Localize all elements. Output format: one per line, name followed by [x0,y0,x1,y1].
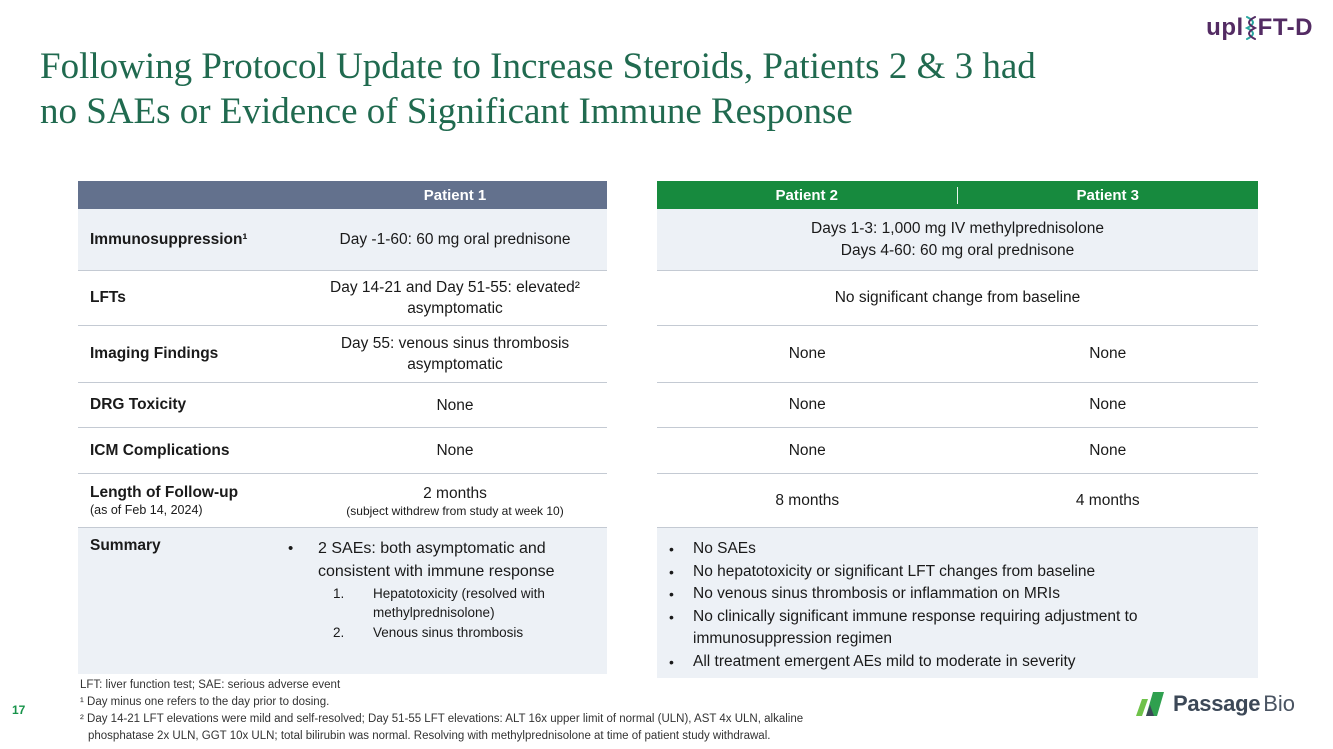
patient3-header-label: Patient 3 [1076,186,1140,204]
table-row-imaging-findings [657,325,1258,382]
bullet-icon: • [669,563,674,580]
bio-logo-text: Bio [1263,691,1295,716]
row-value-line: 2 months [423,484,487,502]
bullet-icon: • [669,586,674,602]
summary-numbered-item [278,585,607,622]
patient1-header-label: Patient 1 [423,186,487,204]
patient3-cell: None [1089,345,1127,362]
patients-2-3-table [657,181,1258,678]
bullet-icon: • [669,541,674,557]
row-value-line: asymptomatic [407,300,503,317]
table-row-icm-complications [657,427,1258,473]
passage-logo-text: Passage [1173,691,1261,716]
patient2-cell: 8 months [775,491,840,509]
summary-bullet-text: No venous sinus thrombosis or inflammation on MRIs [693,585,1060,602]
summary-bullet-text: No hepatotoxicity or significant LFT changes from baseline [693,562,1096,580]
table-row-drg-toxicity [657,382,1258,427]
summary-bullet [669,538,1258,561]
footnote-2-line1: ² Day 14-21 LFT elevations were mild and self-resolved; Day 51-55 LFT elevations: ALT 16x upper limit of normal (ULN), AST 4x ULN, alkaline [80,713,804,725]
summary-bullet [669,606,1258,651]
table-row-lfts [78,270,607,325]
row-label [78,484,303,518]
summary-content [278,537,607,643]
row-label: ICM Complications [90,441,230,459]
row-value-line: Days 1-3: 1,000 mg IV methylprednisolone [811,219,1104,237]
row-label: DRG Toxicity [90,396,187,413]
summary-bullet [669,651,1258,674]
row-label: Imaging Findings [90,345,219,362]
summary-bullet-text: No clinically significant immune response requiring adjustment to immunosuppression regimen [693,607,1138,647]
bullet-icon: • [288,540,294,557]
numbered-item-marker: 1. [333,586,345,601]
row-value-line: Days 4-60: 60 mg oral prednisone [840,241,1075,259]
table-row-follow-up [657,473,1258,527]
row-value [303,277,607,319]
patient3-cell: None [1089,441,1127,459]
patient1-table [78,181,607,674]
row-value-span [657,218,1258,262]
row-value-line: Day -1-60: 60 mg oral prednisone [339,231,571,248]
table-row-imaging-findings [78,325,607,382]
row-value [303,229,607,250]
row-value: None [436,396,474,414]
table-row-immunosuppression [657,209,1258,270]
summary-bullet-text: 2 SAEs: both asymptomatic and consistent with immune response [318,540,555,580]
table-row-follow-up [78,473,607,527]
row-label-sub: (as of Feb 14, 2024) [90,502,203,517]
patient2-cell: None [788,396,826,413]
summary-content [657,538,1258,673]
patient2-cell: None [788,441,826,459]
row-value-line: Day 14-21 and Day 51-55: elevated² [330,279,580,296]
row-value [303,333,607,375]
dna-helix-icon [1245,15,1257,41]
page-number: 17 [12,703,26,717]
uplift-logo-post: FT-D [1257,14,1313,41]
row-value [303,483,607,519]
numbered-item-marker: 2. [333,625,345,640]
patient3-cell: 4 months [1075,491,1140,509]
table-row-summary-patients-2-3 [657,527,1258,678]
table-row-drg-toxicity [78,382,607,427]
numbered-item-text: Hepatotoxicity (resolved with methylprednisolone) [373,586,545,620]
bullet-icon: • [669,608,674,625]
patient1-table-header [78,181,607,209]
table-row-immunosuppression [78,209,607,270]
row-label: Summary [90,537,161,554]
row-value-sub: (subject withdrew from study at week 10) [346,503,564,518]
summary-numbered-item [278,624,607,643]
slide-title-line2: no SAEs or Evidence of Significant Immune Response [40,91,853,133]
patient2-cell: None [788,345,826,362]
footnotes [80,677,803,745]
row-label: LFTs [90,289,126,306]
row-value-line: asymptomatic [407,356,503,373]
footnote-2-line2: phosphatase 2x ULN, GGT 10x ULN; total bilirubin was normal. Resolving with methylprednisolone at time of patient study withdrawal. [88,730,771,742]
footnote-1: ¹ Day minus one refers to the day prior to dosing. [80,696,330,708]
slide-title-line1: Following Protocol Update to Increase Steroids, Patients 2 & 3 had [40,46,1036,87]
uplift-logo-pre: upl [1206,14,1244,41]
patient2-header-label: Patient 2 [657,187,958,204]
row-value: None [436,442,474,459]
table-row-icm-complications [78,427,607,473]
patient3-cell: None [1089,396,1127,413]
row-label-main: Length of Follow-up [90,483,239,501]
summary-bullet [669,561,1258,584]
table-row-lfts [657,270,1258,325]
row-value-line: Day 55: venous sinus thrombosis [340,335,570,352]
numbered-item-text: Venous sinus thrombosis [373,625,524,640]
table-row-summary-patient1 [78,527,607,674]
summary-bullet [278,537,607,583]
bullet-icon: • [669,653,674,670]
passage-bio-logo [1135,690,1295,718]
passage-bio-icon [1135,690,1167,718]
summary-bullet-text: All treatment emergent AEs mild to moderate in severity [693,652,1076,670]
slide-title [40,44,1300,134]
summary-bullet [669,583,1258,606]
uplift-d-program-logo [1206,14,1313,42]
row-label: Immunosuppression¹ [90,230,248,248]
summary-bullet-text: No SAEs [693,540,756,557]
patients-2-3-table-header [657,181,1258,209]
row-value-span: No significant change from baseline [834,289,1081,306]
footnote-abbreviations: LFT: liver function test; SAE: serious adverse event [80,679,341,691]
